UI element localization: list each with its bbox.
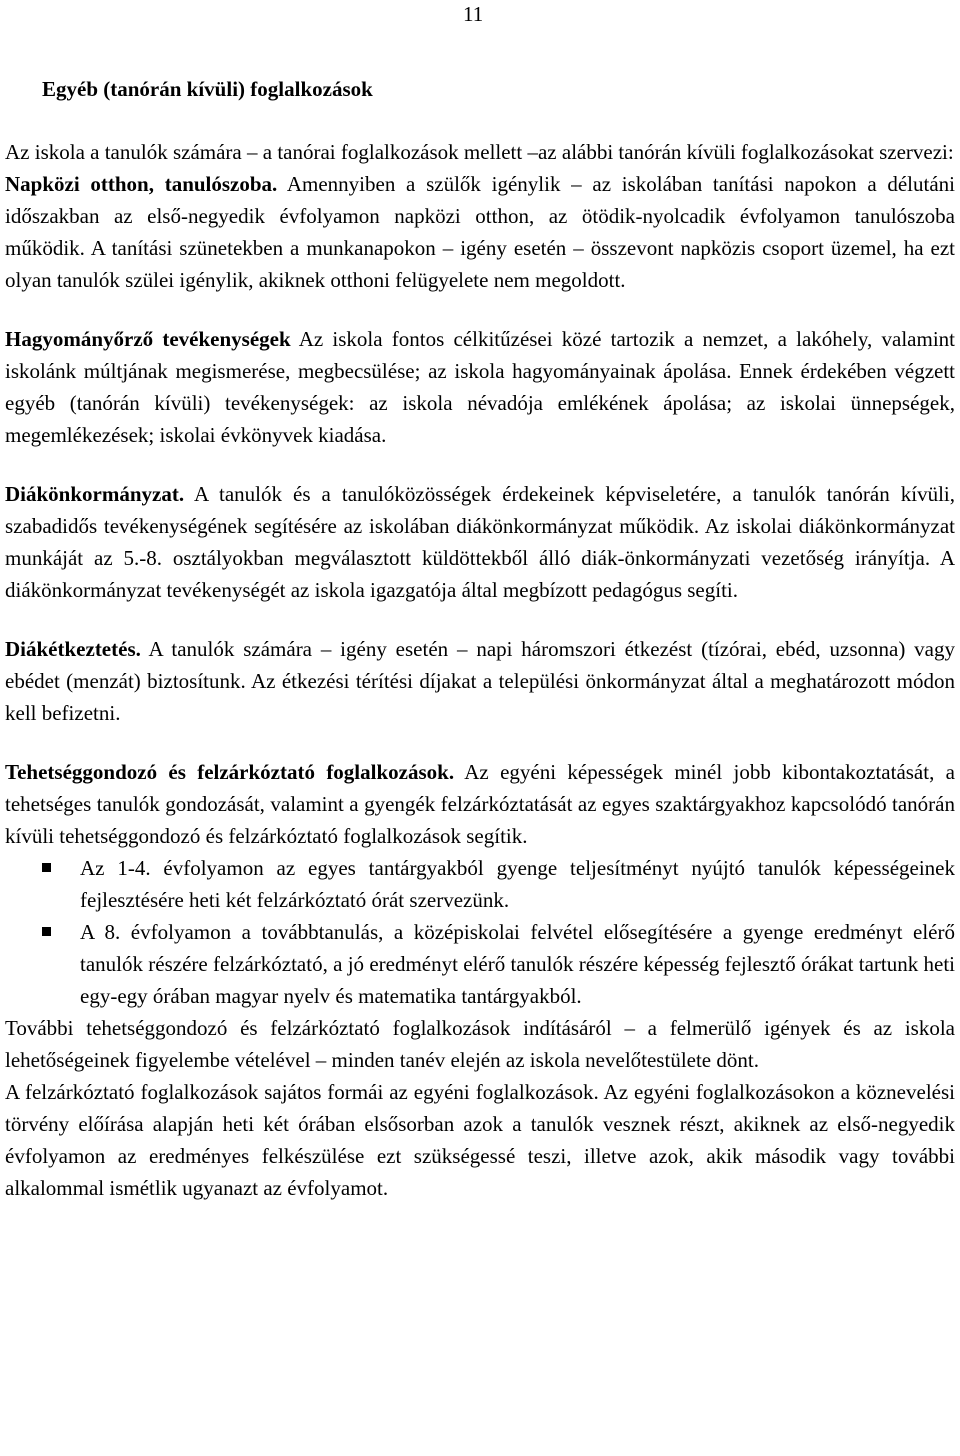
square-bullet-icon [42, 927, 51, 936]
napkozi-heading: Napközi otthon, tanulószoba. [5, 172, 278, 196]
hagyomany-paragraph [5, 323, 955, 451]
tehetseg-heading: Tehetséggondozó és felzárkóztató foglalkozások. [5, 760, 455, 784]
napkozi-text: Amennyiben a szülők igénylik – az iskolában tanítási napokon a délutáni időszakban az első-negyedik évfolyamon napközi otthon, az ötödik-nyolcadik évfolyamon tanulószoba működik. A tanítási szünetekben a munkanapokon – igény esetén – összevont napközis csoport üzemel, ha ezt olyan tanulók szülei igénylik, akiknek otthoni felügyelete nem megoldott. [5, 172, 955, 292]
tehetseg-text: Az egyéni képességek minél jobb kibontakoztatását, a tehetséges tanulók gondozását, valamint a gyengék felzárkóztatását az egyes szaktárgyakhoz kapcsolódó tanórán kívüli tehetséggondozó és felzárkóztató foglalkozások segítik. [5, 760, 955, 848]
intro-paragraph: Az iskola a tanulók számára – a tanórai foglalkozások mellett –az alábbi tanórán kívüli foglalkozásokat szervezi: [5, 140, 954, 164]
hagyomany-text: Az iskola fontos célkitűzései közé tartozik a nemzet, a lakóhely, valamint iskolánk múltjának megismerése, megbecsülése; az iskola hagyományainak ápolása. Ennek érdekében végzett egyéb (tanórán kívüli) tevékenységek: az iskola névadója emlékének ápolása; az iskolai ünnepségek, megemlékezések; iskolai évkönyvek kiadása. [5, 327, 955, 447]
hagyomany-heading: Hagyományőrző tevékenységek [5, 327, 291, 351]
document-body [5, 70, 955, 1204]
square-bullet-icon [42, 863, 51, 872]
diak-paragraph [5, 478, 955, 606]
list-item: A 8. évfolyamon a továbbtanulás, a középiskolai felvétel elősegítésére a gyenge eredményt elérő tanulók részére felzárkóztató, a jó eredményt elérő tanulók részére képesség fejlesztő órákat tartunk heti egy-egy órában magyar nyelv és matematika tantárgyakból. [5, 916, 955, 1012]
page-number: 11 [463, 2, 484, 26]
napkozi-paragraph [5, 168, 955, 296]
diak-heading: Diákönkormányzat. [5, 482, 185, 506]
diak-text: A tanulók és a tanulóközösségek érdekeinek képviseletére, a tanulók tanórán kívüli, szabadidős tevékenységének segítésére az iskolában diákönkormányzat működik. Az iskolai diákönkormányzat munkáját az 5.-8. osztályokban megválasztott küldöttekből álló diák-önkormányzati vezetőség irányítja. A diákönkormányzat tevékenységét az iskola igazgatója által megbízott pedagógus segíti. [5, 482, 955, 602]
tehetseg-bullet-list [5, 852, 955, 1012]
tehetseg-after-paragraph-2: A felzárkóztató foglalkozások sajátos formái az egyéni foglalkozások. Az egyéni foglalkozásokon a köznevelési törvény előírása alapján heti két órában elsősorban azok a tanulók vesznek részt, akiknek az első-negyedik évfolyamon az eredményes felkészülése ezt szükségessé teszi, illetve azok, akik második vagy további alkalommal ismétlik ugyanazt az évfolyamot. [5, 1080, 955, 1200]
tehetseg-paragraph [5, 756, 955, 852]
etkeztetes-heading: Diákétkeztetés. [5, 637, 141, 661]
section-title: Egyéb (tanórán kívüli) foglalkozások [42, 77, 373, 101]
etkeztetes-text: A tanulók számára – igény esetén – napi háromszori étkezést (tízórai, ebéd, uzsonna) vagy ebédet (menzát) biztosítunk. Az étkezési térítési díjakat a települési önkormányzat által a meghatározott módon kell befizetni. [5, 637, 955, 725]
etkeztetes-paragraph [5, 633, 955, 729]
list-item: Az 1-4. évfolyamon az egyes tantárgyakból gyenge teljesítményt nyújtó tanulók képességeinek fejlesztésére heti két felzárkóztató órát szervezünk. [5, 852, 955, 916]
tehetseg-after-paragraph-1: További tehetséggondozó és felzárkóztató foglalkozások indításáról – a felmerülő igények és az iskola lehetőségeinek figyelembe vételével – minden tanév elején az iskola nevelőtestülete dönt. [5, 1016, 955, 1072]
